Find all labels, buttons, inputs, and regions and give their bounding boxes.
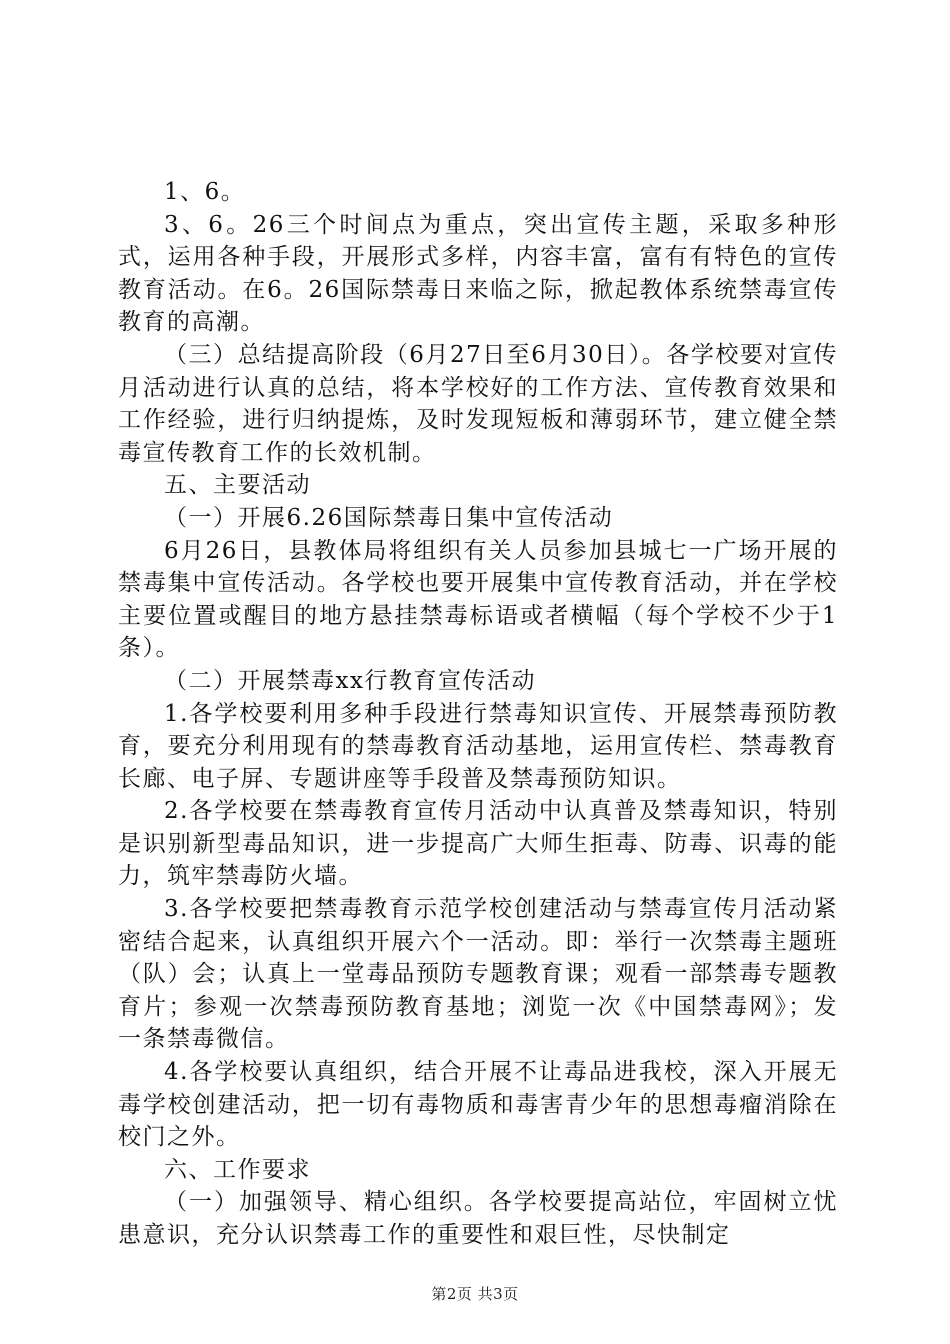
- section-heading-work-requirements: 六、工作要求: [164, 1156, 311, 1183]
- document-body: [118, 176, 838, 1252]
- paragraph-1: 1、6。: [164, 179, 246, 205]
- paragraph-9: （一）加强领导、精心组织。各学校要提高站位，牢固树立忧患意识，充分认识禁毒工作的重要性和艰巨性，尽快制定: [118, 1189, 838, 1248]
- paragraph-2: 3、6。26三个时间点为重点，突出宣传主题，采取多种形式，运用各种手段，开展形式多样，内容丰富，富有有特色的宣传教育活动。在6。26国际禁毒日来临之际，掀起教体系统禁毒宣传教育的高潮。: [118, 211, 838, 336]
- paragraph-3: （三）总结提高阶段（6月27日至6月30日）。各学校要对宣传月活动进行认真的总结，将本学校好的工作方法、宣传教育效果和工作经验，进行归纳提炼，及时发现短板和薄弱环节，建立健全禁毒宣传教育工作的长效机制。: [118, 341, 838, 466]
- paragraph-6: 2.各学校要在禁毒教育宣传月活动中认真普及禁毒知识，特别是识别新型毒品知识，进一步提高广大师生拒毒、防毒、识毒的能力，筑牢禁毒防火墙。: [118, 798, 838, 890]
- section-heading-main-activities: 五、主要活动: [164, 472, 311, 499]
- subheading-concentrated-campaign: （一）开展6.26国际禁毒日集中宣传活动: [164, 504, 614, 531]
- paragraph-7: 3.各学校要把禁毒教育示范学校创建活动与禁毒宣传月活动紧密结合起来，认真组织开展六个一活动。即：举行一次禁毒主题班（队）会；认真上一堂毒品预防专题教育课；观看一部禁毒专题教育片；参观一次禁毒预防教育基地；浏览一次《中国禁毒网》；发一条禁毒微信。: [118, 896, 838, 1053]
- paragraph-5: 1.各学校要利用多种手段进行禁毒知识宣传、开展禁毒预防教育，要充分利用现有的禁毒教育活动基地，运用宣传栏、禁毒教育长廊、电子屏、专题讲座等手段普及禁毒预防知识。: [118, 700, 838, 792]
- paragraph-8: 4.各学校要认真组织，结合开展不让毒品进我校，深入开展无毒学校创建活动，把一切有毒物质和毒害青少年的思想毒瘤消除在校门之外。: [118, 1059, 838, 1151]
- subheading-education-campaign: （二）开展禁毒xx行教育宣传活动: [164, 667, 536, 694]
- page-number-footer: 第2页 共3页: [431, 1285, 519, 1303]
- paragraph-4: 6月26日，县教体局将组织有关人员参加县城七一广场开展的禁毒集中宣传活动。各学校也要开展集中宣传教育活动，并在学校主要位置或醒目的地方悬挂禁毒标语或者横幅（每个学校不少于1条）。: [118, 537, 838, 662]
